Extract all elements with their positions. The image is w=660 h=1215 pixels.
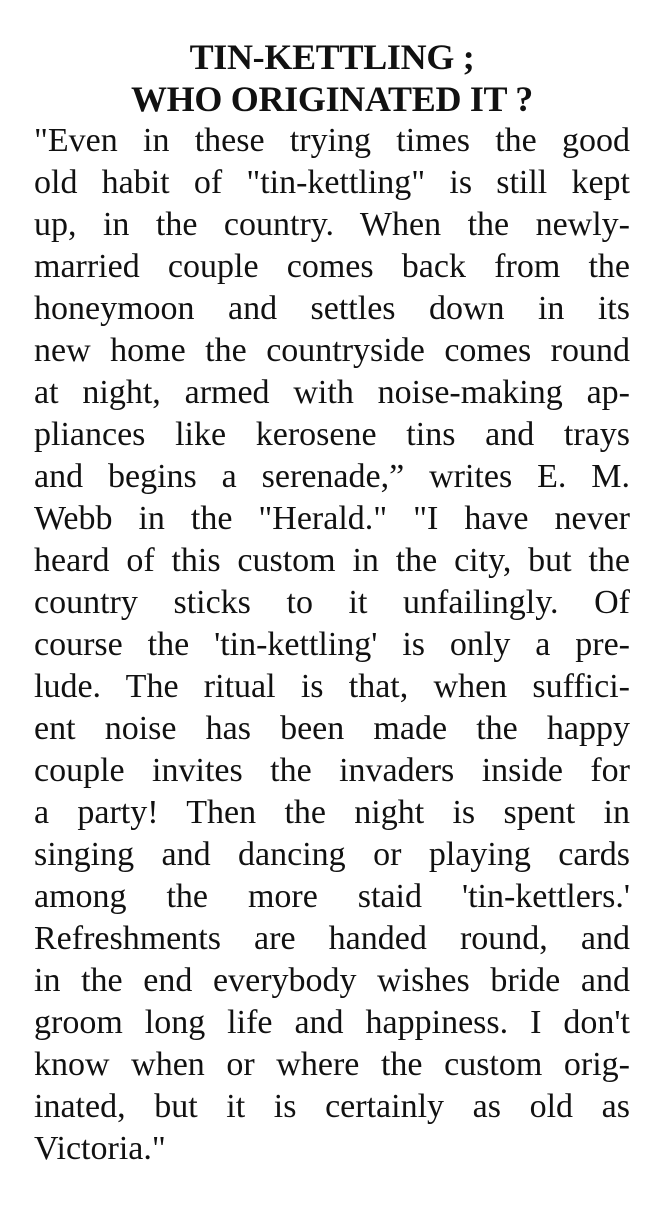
headline-line-1: TIN-KETTLING ; (189, 37, 475, 77)
body-line: among the more staid 'tin-kettlers.' (34, 878, 630, 915)
body-line: up, in the country. When the newly- (34, 206, 630, 243)
body-line: Webb in the "Herald." "I have never (34, 500, 630, 537)
body-line: married couple comes back from the (34, 248, 630, 285)
body-line: Victoria." (34, 1130, 166, 1167)
article (34, 36, 630, 1170)
body-line: lude. The ritual is that, when suffici- (34, 668, 630, 705)
body-line: singing and dancing or playing cards (34, 836, 630, 873)
body-line: know when or where the custom orig- (34, 1046, 630, 1083)
body-line: couple invites the invaders inside for (34, 752, 630, 789)
body-line: honeymoon and settles down in its (34, 290, 630, 327)
body-line: new home the countryside comes round (34, 332, 630, 369)
body-line: and begins a serenade,” writes E. M. (34, 458, 630, 495)
body-line: a party! Then the night is spent in (34, 794, 630, 831)
body-line: ent noise has been made the happy (34, 710, 630, 747)
body-line: at night, armed with noise-making ap- (34, 374, 630, 411)
body-line: country sticks to it unfailingly. Of (34, 584, 630, 621)
body-line: pliances like kerosene tins and trays (34, 416, 630, 453)
body-line: "Even in these trying times the good (34, 122, 630, 159)
body-line: heard of this custom in the city, but the (34, 542, 630, 579)
body-line: Refreshments are handed round, and (34, 920, 630, 957)
headline (34, 36, 630, 120)
article-body (34, 120, 630, 1170)
body-line: inated, but it is certainly as old as (34, 1088, 630, 1125)
body-line: course the 'tin-kettling' is only a pre- (34, 626, 630, 663)
body-line: groom long life and happiness. I don't (34, 1004, 630, 1041)
body-line: old habit of "tin-kettling" is still kept (34, 164, 630, 201)
headline-line-2: WHO ORIGINATED IT ? (130, 79, 534, 119)
body-line: in the end everybody wishes bride and (34, 962, 630, 999)
